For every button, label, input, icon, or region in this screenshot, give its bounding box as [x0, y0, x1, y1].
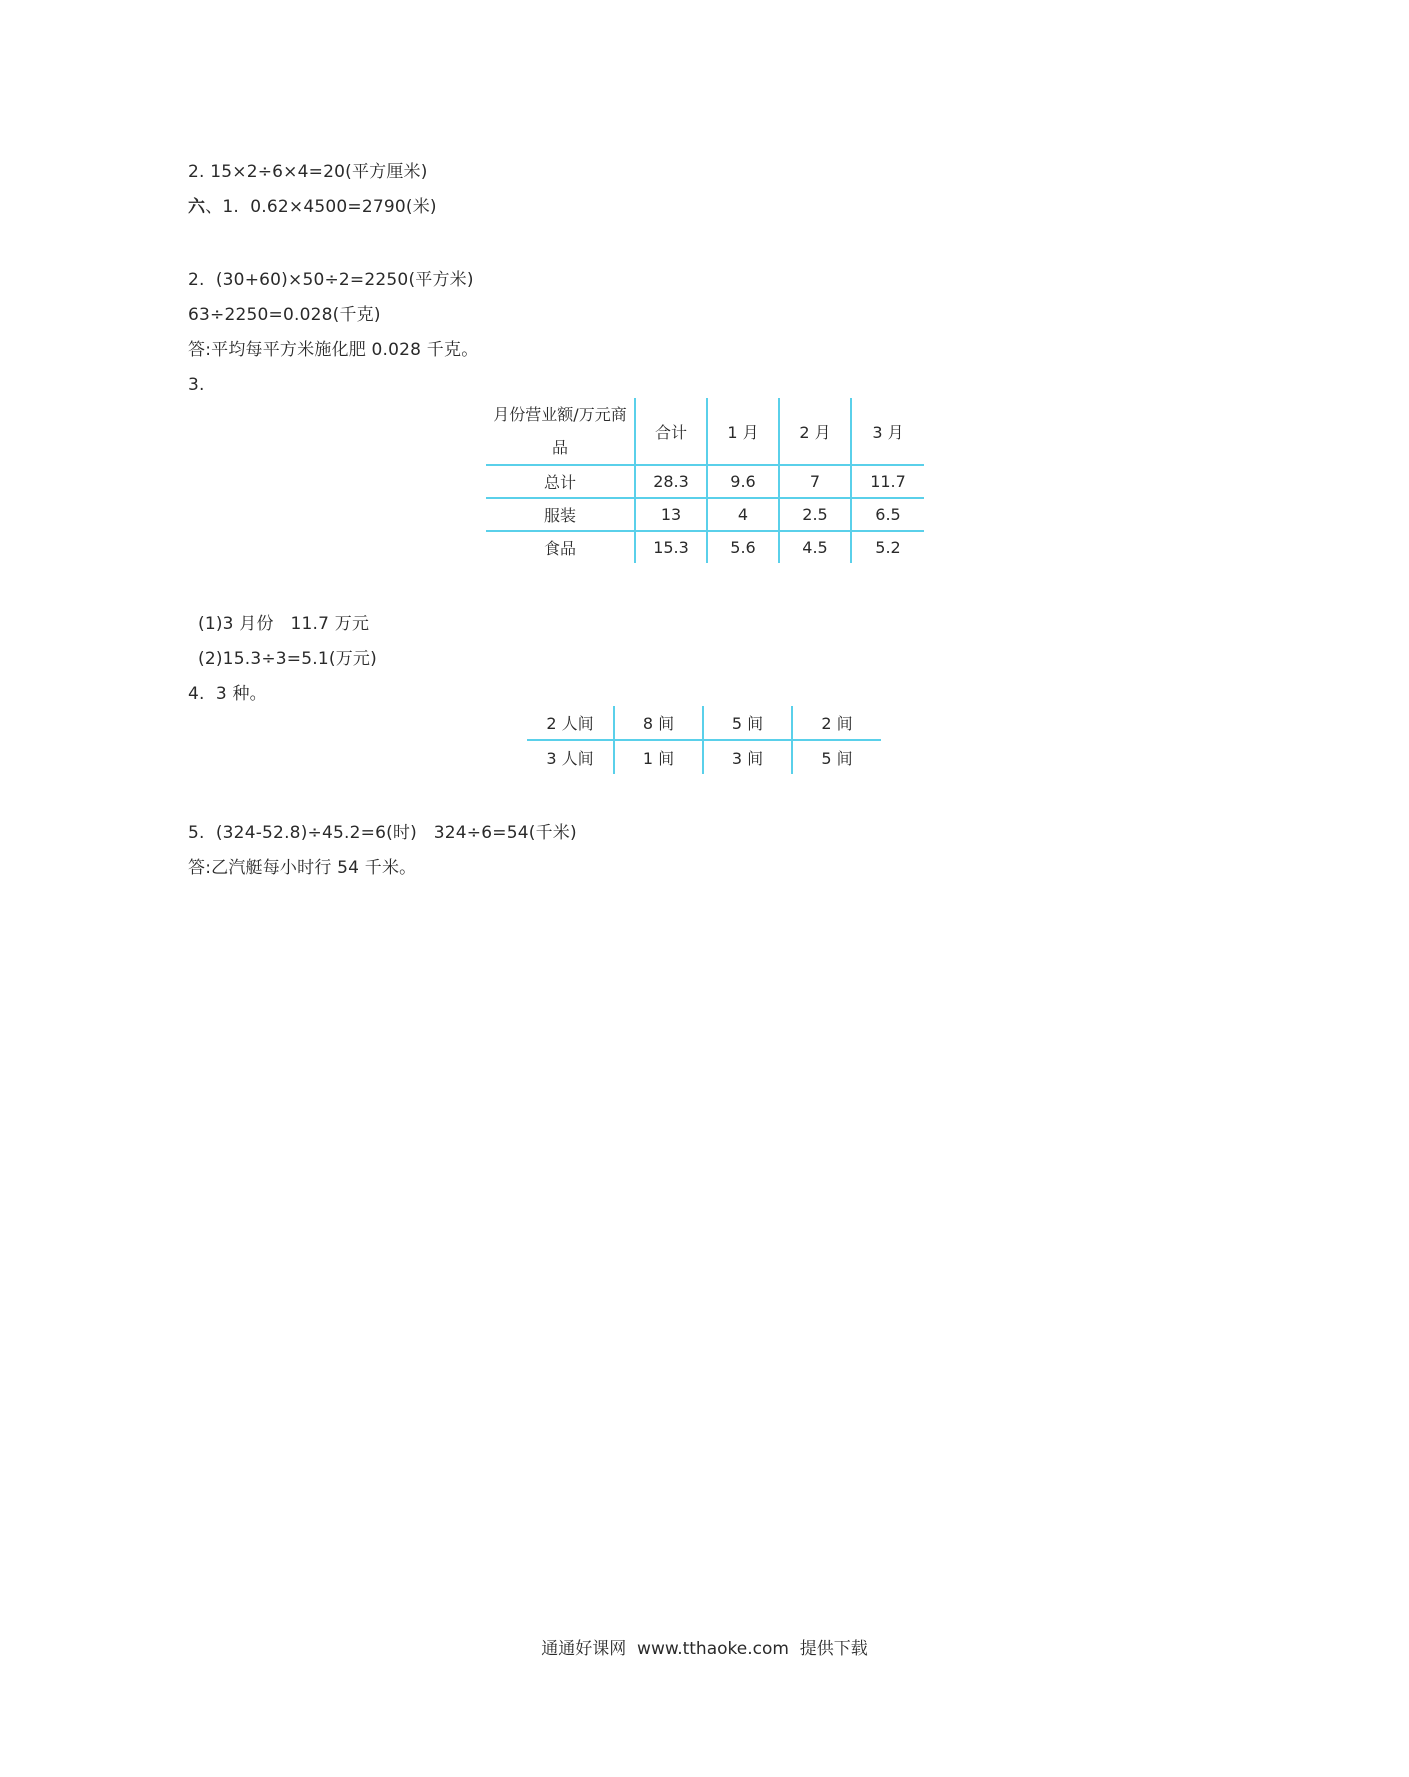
rooms-cell: 3 间	[703, 740, 792, 774]
section-six-mark: 六	[188, 197, 206, 217]
sales-col-header: 2 月	[779, 398, 851, 465]
rooms-row-label: 2 人间	[527, 706, 614, 740]
sales-row-label: 食品	[543, 539, 576, 558]
rooms-row-label: 3 人间	[546, 749, 594, 768]
rooms-table-row	[527, 740, 881, 774]
question-3-part-1: (1)3 月份 11.7 万元	[198, 614, 370, 634]
sales-cell: 15.3	[635, 531, 707, 563]
sales-table-row	[486, 531, 924, 563]
sales-cell: 28.3	[635, 465, 707, 498]
sales-table	[486, 398, 924, 563]
sales-cell: 7	[779, 465, 851, 498]
sales-row-label: 服装	[486, 498, 635, 531]
sales-corner-line-2: 品	[551, 438, 568, 457]
rooms-cell: 8 间	[614, 706, 703, 740]
sales-cell: 11.7	[851, 465, 924, 498]
section-six-question-1	[188, 196, 437, 218]
question-3-number: 3.	[188, 375, 205, 395]
sales-corner-line-1: 月份营业额/万元商	[493, 405, 627, 424]
rooms-cell: 5 间	[703, 706, 792, 740]
sales-cell: 5.6	[707, 531, 779, 563]
rooms-table-row	[527, 706, 881, 740]
footer-source-text: 通通好课网 www.tthaoke.com 提供下载	[541, 1639, 868, 1659]
sales-table-corner-header	[486, 398, 635, 465]
question-2-equation: 2. (30+60)×50÷2=2250(平方米)	[188, 270, 474, 290]
question-2-answer: 答:平均每平方米施化肥 0.028 千克。	[188, 340, 479, 360]
answer-line-2-area: 2. 15×2÷6×4=20(平方厘米)	[188, 162, 428, 182]
sales-col-header: 3 月	[851, 398, 924, 465]
sales-cell: 6.5	[851, 498, 924, 531]
sales-table-row	[486, 465, 924, 498]
sales-cell: 9.6	[707, 465, 779, 498]
sales-cell: 2.5	[779, 498, 851, 531]
question-5-equation: 5. (324-52.8)÷45.2=6(时) 324÷6=54(千米)	[188, 823, 577, 843]
sales-row-label: 总计	[486, 465, 635, 498]
sales-cell: 4	[707, 498, 779, 531]
rooms-cell: 1 间	[614, 740, 703, 774]
question-3-part-2: (2)15.3÷3=5.1(万元)	[198, 649, 377, 669]
rooms-cell: 5 间	[792, 740, 881, 774]
rooms-table	[527, 706, 881, 774]
section-six-q1-text: 、1. 0.62×4500=2790(米)	[205, 197, 437, 217]
sales-cell: 5.2	[851, 531, 924, 563]
sales-table-row	[486, 498, 924, 531]
sales-col-header: 1 月	[707, 398, 779, 465]
sales-table-header-row	[486, 398, 924, 465]
question-2-division: 63÷2250=0.028(千克)	[188, 305, 381, 325]
question-4-answer: 4. 3 种。	[188, 684, 267, 704]
question-5-answer: 答:乙汽艇每小时行 54 千米。	[188, 858, 417, 878]
sales-cell: 13	[635, 498, 707, 531]
sales-cell: 4.5	[779, 531, 851, 563]
sales-col-header: 合计	[635, 398, 707, 465]
rooms-cell: 2 间	[792, 706, 881, 740]
